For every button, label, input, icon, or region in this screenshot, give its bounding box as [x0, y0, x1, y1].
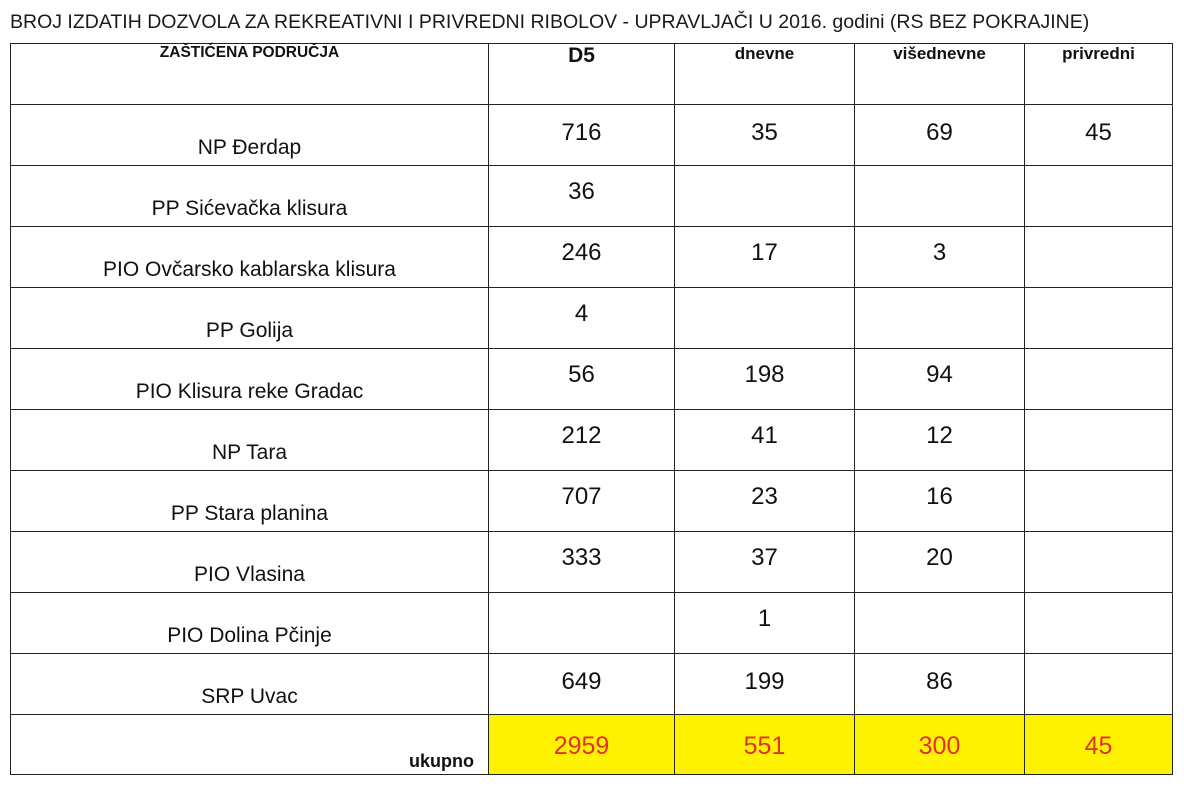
dnevne-value: 198: [675, 349, 855, 410]
privredni-value: [1025, 532, 1173, 593]
table-row: [11, 105, 1173, 166]
table-row: [11, 227, 1173, 288]
header-area: ZAŠTIĆENA PODRUČJA: [11, 44, 489, 105]
visednevne-value: 16: [855, 471, 1025, 532]
d5-value: [489, 593, 675, 654]
privredni-value: [1025, 410, 1173, 471]
total-d5: 2959: [489, 715, 675, 775]
visednevne-value: 3: [855, 227, 1025, 288]
privredni-value: [1025, 471, 1173, 532]
header-dnevne: dnevne: [675, 44, 855, 105]
dnevne-value: 199: [675, 654, 855, 715]
visednevne-value: 12: [855, 410, 1025, 471]
d5-value: 4: [489, 288, 675, 349]
visednevne-value: [855, 288, 1025, 349]
dnevne-value: 41: [675, 410, 855, 471]
header-d5: D5: [489, 44, 675, 105]
visednevne-value: 94: [855, 349, 1025, 410]
area-name: PP Golija: [11, 288, 489, 349]
table-row: [11, 654, 1173, 715]
privredni-value: [1025, 593, 1173, 654]
page-title: BROJ IZDATIH DOZVOLA ZA REKREATIVNI I PRIVREDNI RIBOLOV - UPRAVLJAČI U 2016. godini (RS BEZ POKRAJINE): [10, 11, 1090, 33]
privredni-value: [1025, 654, 1173, 715]
visednevne-value: 20: [855, 532, 1025, 593]
area-name: NP Đerdap: [11, 105, 489, 166]
privredni-value: [1025, 288, 1173, 349]
privredni-value: [1025, 349, 1173, 410]
privredni-value: [1025, 227, 1173, 288]
visednevne-value: 69: [855, 105, 1025, 166]
header-row: [11, 44, 1173, 105]
header-privredni: privredni: [1025, 44, 1173, 105]
total-privredni: 45: [1025, 715, 1173, 775]
d5-value: 246: [489, 227, 675, 288]
dnevne-value: 23: [675, 471, 855, 532]
table-row: [11, 349, 1173, 410]
visednevne-value: [855, 593, 1025, 654]
privredni-value: [1025, 166, 1173, 227]
area-name: PIO Ovčarsko kablarska klisura: [11, 227, 489, 288]
d5-value: 56: [489, 349, 675, 410]
area-name: PIO Dolina Pčinje: [11, 593, 489, 654]
total-dnevne: 551: [675, 715, 855, 775]
table-row: [11, 166, 1173, 227]
area-name: PIO Vlasina: [11, 532, 489, 593]
totals-row: [11, 715, 1173, 775]
area-name: NP Tara: [11, 410, 489, 471]
dnevne-value: 37: [675, 532, 855, 593]
table-row: [11, 593, 1173, 654]
d5-value: 36: [489, 166, 675, 227]
totals-label: ukupno: [11, 715, 489, 775]
table-row: [11, 288, 1173, 349]
table-row: [11, 471, 1173, 532]
privredni-value: 45: [1025, 105, 1173, 166]
dnevne-value: 35: [675, 105, 855, 166]
d5-value: 716: [489, 105, 675, 166]
visednevne-value: 86: [855, 654, 1025, 715]
total-visednevne: 300: [855, 715, 1025, 775]
area-name: PP Stara planina: [11, 471, 489, 532]
table-row: [11, 410, 1173, 471]
area-name: PIO Klisura reke Gradac: [11, 349, 489, 410]
header-visednevne: višednevne: [855, 44, 1025, 105]
area-name: SRP Uvac: [11, 654, 489, 715]
dnevne-value: 17: [675, 227, 855, 288]
table-row: [11, 532, 1173, 593]
dnevne-value: [675, 288, 855, 349]
d5-value: 649: [489, 654, 675, 715]
d5-value: 707: [489, 471, 675, 532]
dnevne-value: 1: [675, 593, 855, 654]
visednevne-value: [855, 166, 1025, 227]
dnevne-value: [675, 166, 855, 227]
d5-value: 212: [489, 410, 675, 471]
area-name: PP Sićevačka klisura: [11, 166, 489, 227]
d5-value: 333: [489, 532, 675, 593]
permits-table: [10, 43, 1173, 775]
